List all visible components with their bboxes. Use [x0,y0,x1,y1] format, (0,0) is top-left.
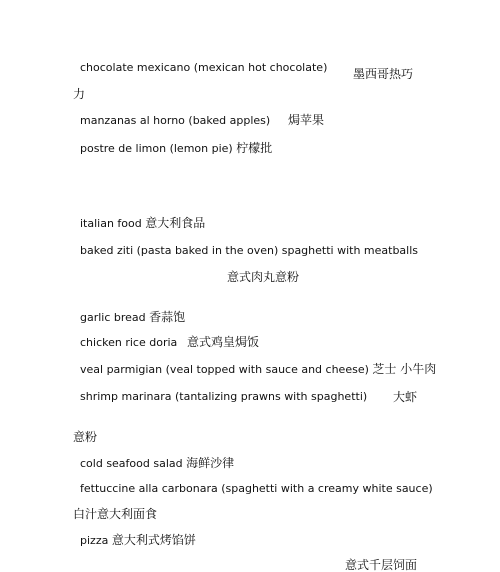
menu-item-baked-ziti-chinese [227,270,299,284]
menu-item-baked-ziti [80,244,418,258]
menu-item-chocolate-chinese-continued [73,87,85,101]
item-chinese-text: 焗苹果 [288,113,325,127]
item-chinese-text: 芝士 小牛肉 [372,362,437,376]
menu-item-shrimp-marinara-chinese-continued [73,430,97,444]
item-english-text: postre de limon (lemon pie) [80,142,233,155]
item-chinese-text: 意式鸡皇焗饭 [187,335,260,349]
item-english-text: baked ziti (pasta baked in the oven) spaghetti with meatballs [80,244,419,257]
item-chinese-text: 海鲜沙律 [186,456,235,470]
item-english-text: shrimp marinara (tantalizing prawns with spaghetti) [80,390,368,403]
item-chinese-text: 意式肉丸意粉 [227,270,300,284]
menu-item-chocolate-mexicano [80,61,327,75]
menu-item-pizza [80,533,196,548]
item-english-text: cold seafood salad [80,457,183,470]
item-chinese-text: 墨西哥热巧 [353,67,414,81]
menu-item-manzanas [80,114,270,128]
item-english-text: pizza [80,534,109,547]
menu-item-partial-chinese [345,558,417,572]
menu-item-shrimp-marinara-chinese [393,390,417,404]
item-chinese-text: 力 [73,87,86,101]
item-english-text: chicken rice doria [80,336,178,349]
menu-item-manzanas-chinese [288,113,324,127]
section-english-text: italian food [80,217,142,230]
item-chinese-text: 香蒜饱 [149,310,186,324]
menu-item-chocolate-chinese [353,67,413,81]
section-chinese-text: 意大利食品 [145,216,206,230]
menu-item-chicken-rice-doria-chinese [187,335,259,349]
item-english-text: chocolate mexicano (mexican hot chocolate) [80,61,328,74]
item-english-text: garlic bread [80,311,146,324]
item-chinese-text: 意大利式烤馅饼 [111,533,196,547]
item-chinese-text: 白汁意大利面食 [73,507,158,521]
item-english-text: veal parmigian (veal topped with sauce and cheese) [80,363,369,376]
menu-item-fettuccine-carbonara [80,482,433,496]
section-heading-italian-food [80,216,205,231]
item-chinese-text: 意粉 [73,430,98,444]
item-english-text: fettuccine alla carbonara (spaghetti with a creamy white sauce) [80,482,433,495]
menu-item-shrimp-marinara [80,390,367,404]
item-english-text: manzanas al horno (baked apples) [80,114,271,127]
item-chinese-text: 大虾 [393,390,418,404]
menu-item-cold-seafood-salad [80,456,234,471]
menu-item-garlic-bread [80,310,185,325]
menu-item-postre-de-limon [80,141,272,156]
item-chinese-text: 柠檬批 [236,141,273,155]
menu-item-chicken-rice-doria [80,336,177,350]
menu-item-fettuccine-carbonara-chinese [73,507,157,521]
menu-item-veal-parmigian [80,362,436,377]
item-chinese-text: 意式千层饲面 [345,558,418,572]
